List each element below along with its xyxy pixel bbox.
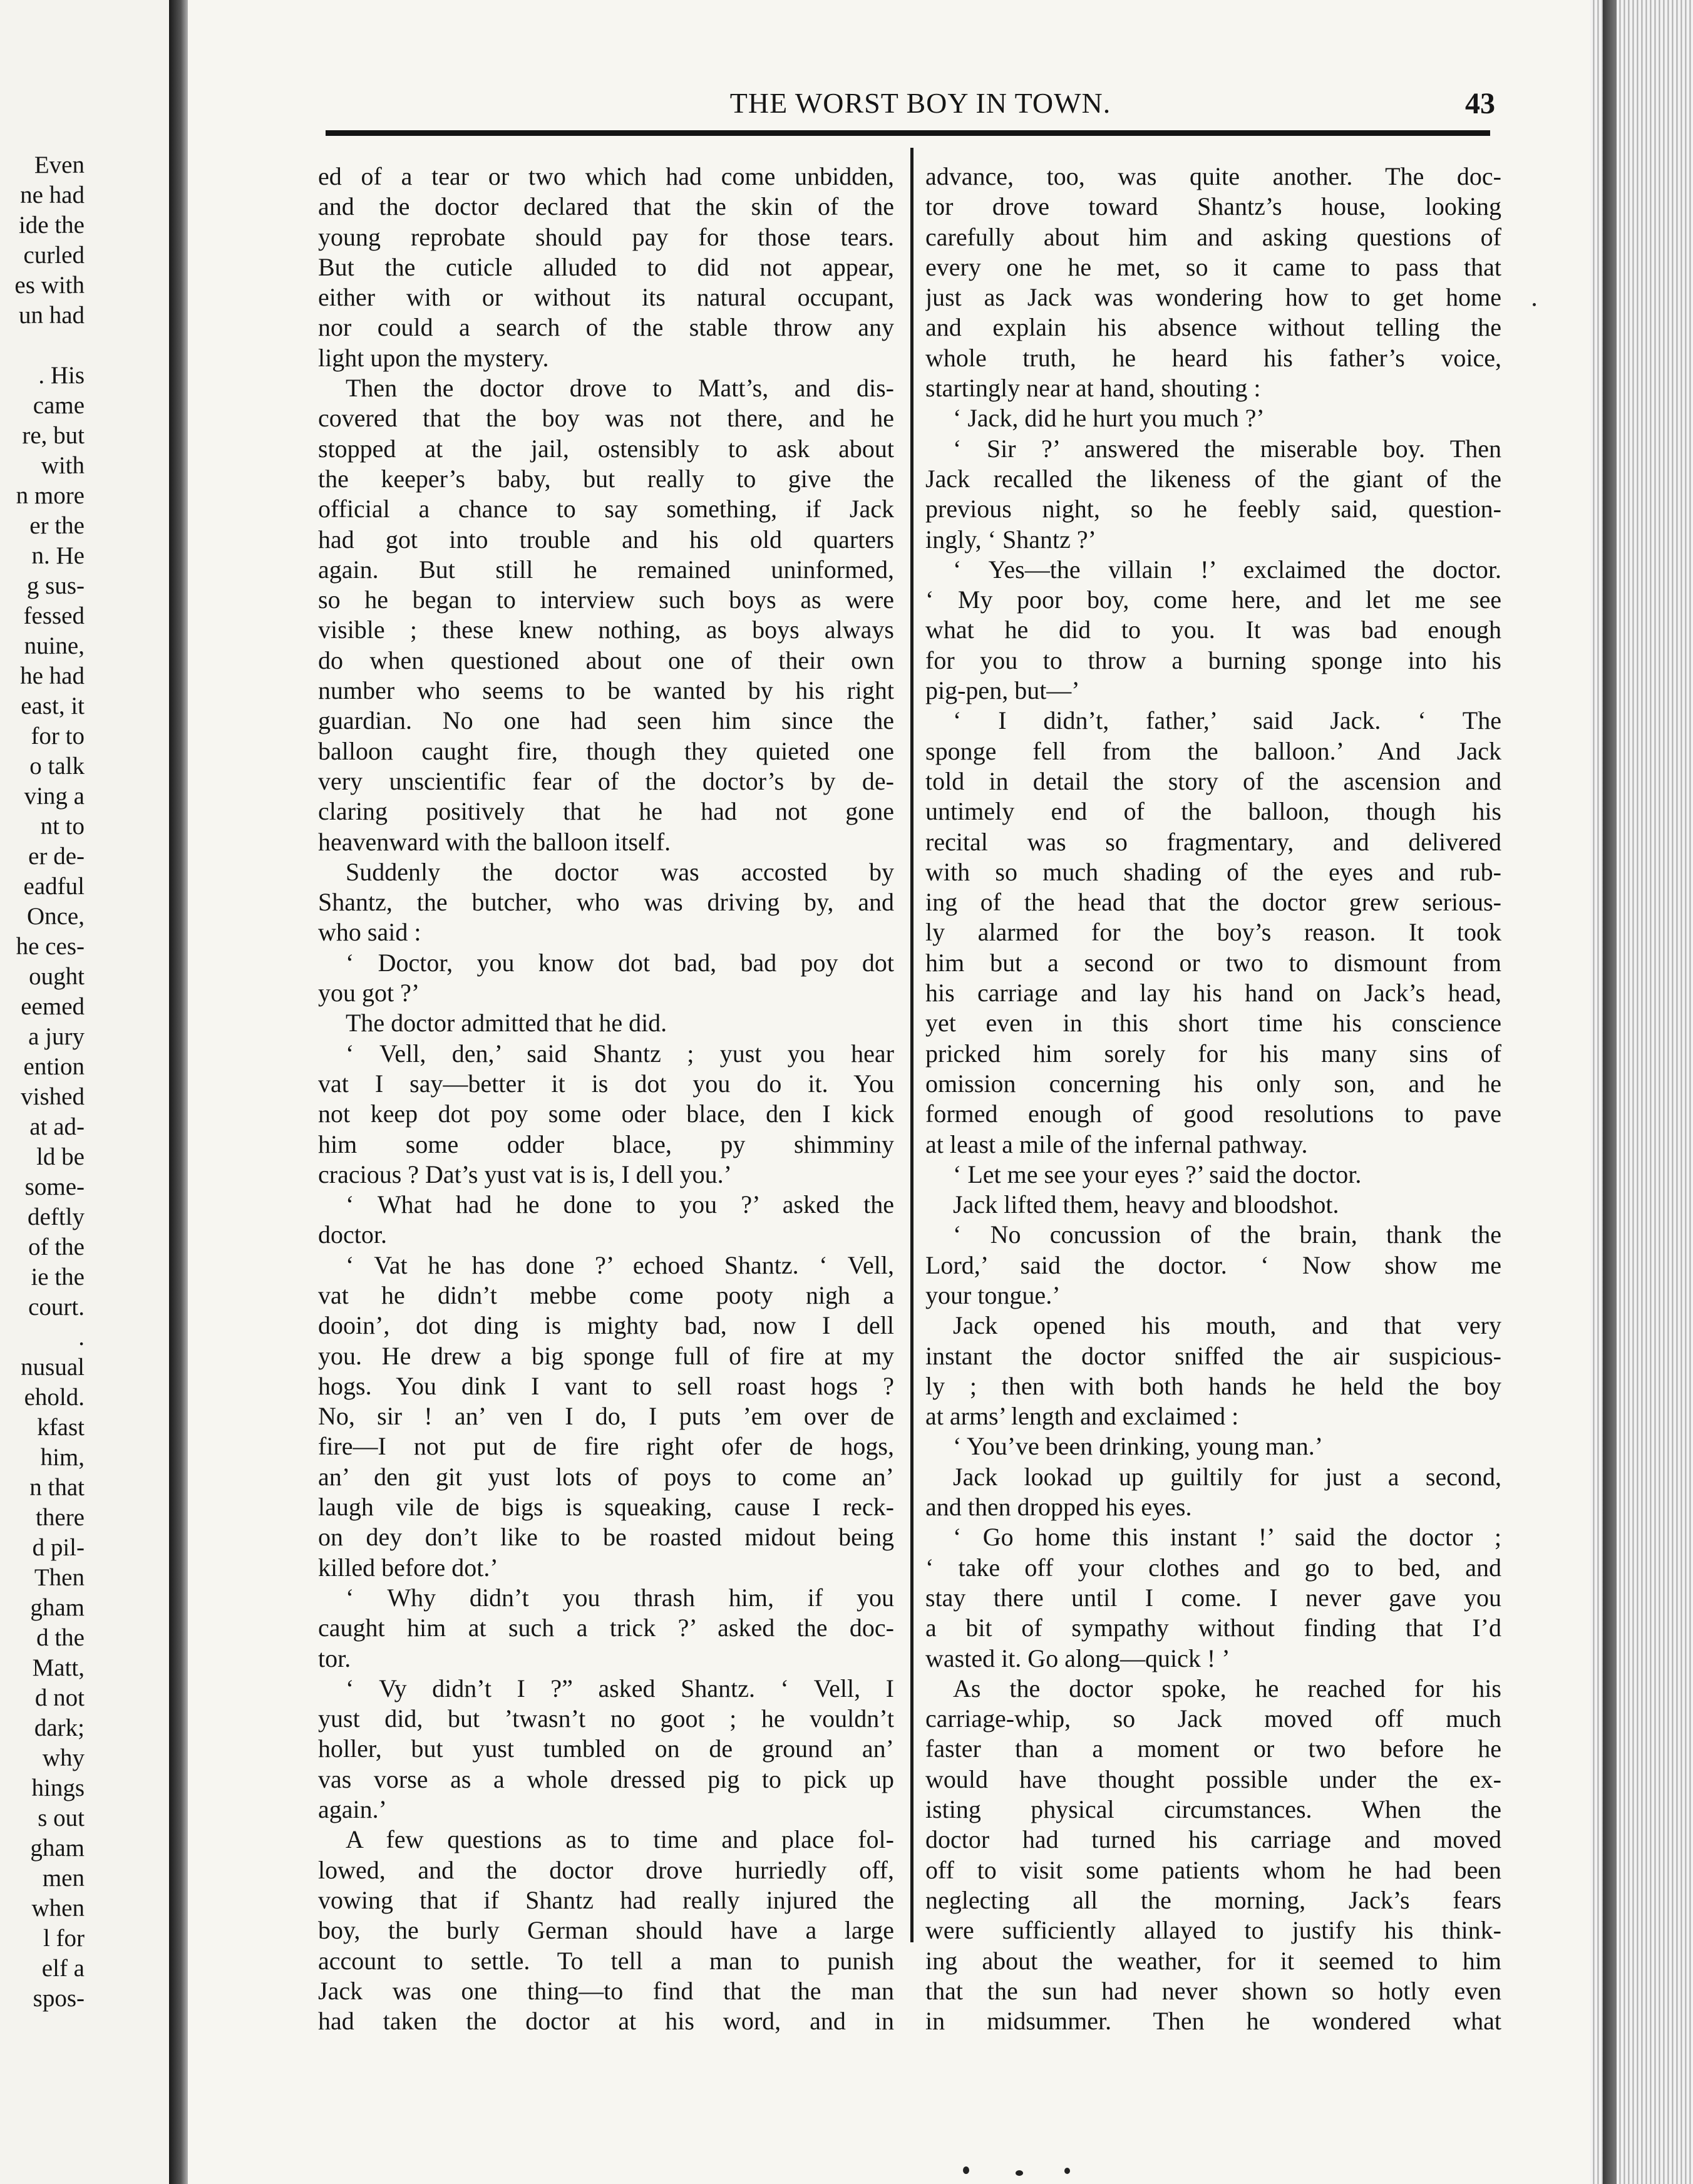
text-line: tor. <box>318 1644 351 1672</box>
text-line: Jack was one thing—to find that the man <box>318 1976 894 2005</box>
text-line: were sufficiently allayed to justify his think- <box>925 1916 1501 1945</box>
left-page-fragment: l for <box>43 1925 85 1952</box>
text-line: ‘ I didn’t, father,’ said Jack. ‘ The <box>953 706 1501 735</box>
left-page-fragment: gham <box>30 1835 85 1862</box>
text-line: him some odder blace, py shimminy <box>318 1130 894 1158</box>
text-line: But the cuticle alluded to did not appear, <box>318 252 894 281</box>
text-line: ‘ Vell, den,’ said Shantz ; yust you hear <box>346 1039 894 1068</box>
text-line: and the doctor declared that the skin of the <box>318 192 894 221</box>
left-page-fragment: gham <box>30 1594 85 1621</box>
text-line: As the doctor spoke, he reached for his <box>953 1674 1501 1702</box>
text-line: laugh vile de bigs is squeaking, cause I reck- <box>318 1493 894 1522</box>
text-line: ing about the weather, for it seemed to him <box>925 1946 1501 1975</box>
text-line: claring positively that he had not gone <box>318 797 894 826</box>
text-line: ‘ Go home this instant !’ said the doctor ; <box>953 1523 1501 1552</box>
text-line: ‘ Vy didn’t I ?” asked Shantz. ‘ Vell, I <box>346 1674 894 1702</box>
text-line: would have thought possible under the ex- <box>925 1764 1501 1793</box>
text-line: and explain his absence without telling the <box>925 313 1501 342</box>
left-page-fragment: Then <box>34 1564 85 1591</box>
text-line: ‘ Why didn’t you thrash him, if you <box>346 1583 894 1612</box>
text-line: whole truth, he heard his father’s voice, <box>925 343 1501 372</box>
left-page-fragment: nusual <box>21 1354 85 1381</box>
left-page-fragment: re, but <box>22 422 85 449</box>
left-page-text-fragments <box>0 150 85 2014</box>
left-page-fragment: hings <box>31 1774 85 1801</box>
text-line: lowed, and the doctor drove hurriedly off, <box>318 1855 894 1884</box>
left-page-fragment: court. <box>28 1294 85 1321</box>
text-line: tor drove toward Shantz’s house, looking <box>925 192 1501 221</box>
scan-speck <box>1016 2170 1023 2176</box>
left-page-fragment: Matt, <box>32 1654 85 1681</box>
left-page-fragment: un had <box>18 302 85 329</box>
left-page-fragment: when <box>31 1895 85 1922</box>
left-page-fragment: nuine, <box>24 632 85 659</box>
column-divider <box>910 148 913 1942</box>
left-page-fragment: deftly <box>28 1203 85 1230</box>
text-line: Jack lifted them, heavy and bloodshot. <box>953 1190 1339 1219</box>
text-line: advance, too, was quite another. The doc- <box>925 162 1501 190</box>
text-line: his carriage and lay his hand on Jack’s head, <box>925 979 1501 1007</box>
left-page-fragment: for to <box>31 723 85 749</box>
text-line: dooin’, dot ding is mighty bad, now I dell <box>318 1311 894 1340</box>
left-page-fragment: . <box>78 1324 85 1351</box>
text-line: stay there until I come. I never gave you <box>925 1583 1501 1612</box>
text-line: had taken the doctor at his word, and in <box>318 2007 894 2036</box>
text-column-right <box>925 162 1501 2036</box>
left-page-fragment: ought <box>29 963 85 990</box>
text-line: Suddenly the doctor was accosted by <box>346 857 894 886</box>
binding-gutter <box>169 0 190 2184</box>
left-page-fragment: eemed <box>21 993 85 1020</box>
text-line: startingly near at hand, shouting : <box>925 374 1261 403</box>
text-line: Lord,’ said the doctor. ‘ Now show me <box>925 1250 1501 1279</box>
text-line: what he did to you. It was bad enough <box>925 616 1501 644</box>
text-line: No, sir ! an’ ven I do, I puts ’em over de <box>318 1402 894 1431</box>
text-line: untimely end of the balloon, though his <box>925 797 1501 826</box>
text-line: light upon the mystery. <box>318 343 549 372</box>
left-page-fragment: n. He <box>31 542 85 569</box>
left-page-fragment: elf a <box>41 1955 85 1982</box>
right-page-edge-shadow <box>1603 0 1617 2184</box>
text-line: with so much shading of the eyes and rub- <box>925 857 1501 886</box>
text-line: heavenward with the balloon itself. <box>318 827 671 856</box>
text-line: carefully about him and asking questions of <box>925 222 1501 251</box>
left-page-fragment: ving a <box>24 783 85 810</box>
text-line: every one he met, so it came to pass that <box>925 252 1501 281</box>
text-line: pricked him sorely for his many sins of <box>925 1039 1501 1068</box>
left-page-fragment: s out <box>38 1805 85 1831</box>
text-line: you got ?’ <box>318 979 420 1007</box>
text-line: wasted it. Go along—quick ! ’ <box>925 1644 1230 1672</box>
left-page-fragment: at ad- <box>29 1113 85 1140</box>
left-page-fragment: d pil- <box>32 1534 85 1561</box>
text-line: ‘ Doctor, you know dot bad, bad poy dot <box>346 948 894 977</box>
text-line: yet even in this short time his conscience <box>925 1009 1501 1038</box>
left-page-fragment: there <box>36 1504 85 1531</box>
left-page-fragment: ention <box>23 1053 85 1080</box>
left-page-fragment: a jury <box>28 1023 85 1050</box>
left-page-fragment: d the <box>36 1624 85 1651</box>
text-line: vas vorse as a whole dressed pig to pick up <box>318 1764 894 1793</box>
left-page-fragment: nt to <box>40 813 85 840</box>
left-page-fragment: Once, <box>26 903 85 930</box>
text-line: faster than a moment or two before he <box>925 1734 1501 1763</box>
left-page-fragment: g sus- <box>26 572 85 599</box>
text-line: ly ; then with both hands he held the boy <box>925 1371 1501 1400</box>
left-page-fragment: dark; <box>34 1714 85 1741</box>
left-page-fragment <box>0 331 85 361</box>
left-page-fragment: of the <box>28 1234 85 1260</box>
left-page-fragment: n more <box>16 482 85 509</box>
text-line: had got into trouble and his old quarters <box>318 525 894 554</box>
text-line: so he began to interview such boys as were <box>318 585 894 614</box>
text-line: Shantz, the butcher, who was driving by, and <box>318 888 894 917</box>
text-line: ‘ Let me see your eyes ?’ said the doctor. <box>953 1160 1362 1188</box>
text-line: carriage-whip, so Jack moved off much <box>925 1704 1501 1733</box>
text-line: balloon caught fire, though they quieted one <box>318 736 894 765</box>
text-line: do when questioned about one of their own <box>318 646 894 674</box>
text-line: off to visit some patients whom he had been <box>925 1855 1501 1884</box>
text-line: cracious ? Dat’s yust vat is is, I dell you.’ <box>318 1160 732 1188</box>
text-line: The doctor admitted that he did. <box>346 1009 667 1038</box>
left-page-fragment: why <box>42 1744 85 1771</box>
left-page-fragment: kfast <box>37 1414 85 1441</box>
text-line: young reprobate should pay for those tears. <box>318 222 894 251</box>
left-page-fragment: east, it <box>21 693 85 719</box>
text-line: either with or without its natural occupant, <box>318 283 894 312</box>
text-line: at arms’ length and exclaimed : <box>925 1402 1239 1431</box>
text-line: pig-pen, but—’ <box>925 676 1080 705</box>
left-page-edge <box>0 0 169 2184</box>
text-line: ‘ take off your clothes and go to bed, and <box>925 1553 1501 1582</box>
text-line: guardian. No one had seen him since the <box>318 706 894 735</box>
text-line: stopped at the jail, ostensibly to ask about <box>318 434 894 463</box>
text-line: formed enough of good resolutions to pave <box>925 1100 1501 1128</box>
text-line: the keeper’s baby, but really to give the <box>318 464 894 493</box>
text-line: told in detail the story of the ascension and <box>925 766 1501 795</box>
text-line: ingly, ‘ Shantz ?’ <box>925 525 1096 554</box>
text-line: ed of a tear or two which had come unbidden, <box>318 162 894 190</box>
left-page-fragment: ide the <box>18 212 85 239</box>
text-line: in midsummer. Then he wondered what <box>925 2007 1501 2036</box>
text-line: a bit of sympathy without finding that I’d <box>925 1614 1501 1642</box>
left-page-fragment: ehold. <box>24 1384 85 1411</box>
text-line: official a chance to say something, if Jack <box>318 495 894 523</box>
text-line: vowing that if Shantz had really injured the <box>318 1885 894 1914</box>
text-line: doctor. <box>318 1220 387 1249</box>
text-line: vat I say—better it is dot you do it. You <box>318 1069 894 1098</box>
text-line: Jack lookad up guiltily for just a second, <box>953 1462 1501 1491</box>
text-line: your tongue.’ <box>925 1280 1061 1309</box>
text-line: neglecting all the morning, Jack’s fears <box>925 1885 1501 1914</box>
running-title: THE WORST BOY IN TOWN. <box>729 87 1111 119</box>
text-line: not keep dot poy some oder blace, den I kick <box>318 1100 894 1128</box>
text-line: account to settle. To tell a man to punish <box>318 1946 894 1975</box>
page-number: 43 <box>1465 87 1495 120</box>
text-line: holler, but yust tumbled on de ground an’ <box>318 1734 894 1763</box>
left-page-fragment: spos- <box>33 1985 85 2012</box>
left-page-fragment: men <box>42 1865 85 1892</box>
text-line: previous night, so he feebly said, question- <box>925 495 1501 523</box>
text-line: ‘ Vat he has done ?’ echoed Shantz. ‘ Vell, <box>346 1250 894 1279</box>
text-line: again.’ <box>318 1795 387 1824</box>
text-line: nor could a search of the stable throw any <box>318 313 894 342</box>
text-line: again. But still he remained uninformed, <box>318 555 894 584</box>
text-line: yust did, but ’twasn’t no goot ; he vouldn’t <box>318 1704 894 1733</box>
text-line: fire—I not put de fire right ofer de hogs, <box>318 1432 894 1461</box>
left-page-fragment: he ces- <box>16 933 85 960</box>
left-page-fragment: came <box>33 392 85 419</box>
text-column-left <box>318 162 894 2036</box>
text-line: ‘ What had he done to you ?’ asked the <box>346 1190 894 1219</box>
left-page-fragment: fessed <box>23 602 85 629</box>
text-line: A few questions as to time and place fol- <box>346 1825 894 1854</box>
left-page-fragment: eadful <box>23 873 85 900</box>
text-line: ‘ Jack, did he hurt you much ?’ <box>953 404 1265 433</box>
text-line: sponge fell from the balloon.’ And Jack <box>925 736 1501 765</box>
text-line: vat he didn’t mebbe come pooty nigh a <box>318 1280 894 1309</box>
left-page-fragment: n that <box>29 1474 85 1501</box>
text-line: ly alarmed for the boy’s reason. It took <box>925 918 1501 947</box>
scan-speck <box>963 2166 969 2174</box>
text-line: recital was so fragmentary, and delivered <box>925 827 1501 856</box>
left-page-fragment: er de- <box>28 843 85 870</box>
text-line: Jack opened his mouth, and that very <box>953 1311 1501 1340</box>
scan-speck <box>1533 303 1536 306</box>
left-page-fragment: d not <box>34 1684 85 1711</box>
text-line: instant the doctor sniffed the air suspicious- <box>925 1341 1501 1370</box>
text-line: that the sun had never shown so hotly even <box>925 1976 1501 2005</box>
text-line: visible ; these knew nothing, as boys always <box>318 616 894 644</box>
text-line: doctor had turned his carriage and moved <box>925 1825 1501 1854</box>
text-line: Then the doctor drove to Matt’s, and dis- <box>346 374 894 403</box>
left-page-fragment: he had <box>20 662 85 689</box>
left-page-fragment: o talk <box>29 753 85 780</box>
text-line: ‘ Yes—the villain !’ exclaimed the doctor. <box>953 555 1501 584</box>
text-line: ‘ Sir ?’ answered the miserable boy. Then <box>953 434 1501 463</box>
text-line: ing of the head that the doctor grew serious- <box>925 888 1501 917</box>
text-line: at least a mile of the infernal pathway. <box>925 1130 1308 1158</box>
left-page-fragment: ne had <box>20 182 85 209</box>
left-page-fragment: with <box>41 452 85 479</box>
text-line: him but a second or two to dismount from <box>925 948 1501 977</box>
left-page-fragment: es with <box>14 272 85 299</box>
text-line: killed before dot.’ <box>318 1553 498 1582</box>
left-page-fragment: er the <box>29 512 85 539</box>
text-line: ‘ You’ve been drinking, young man.’ <box>953 1432 1324 1461</box>
text-line: who said : <box>318 918 421 947</box>
text-line: very unscientific fear of the doctor’s by de- <box>318 766 894 795</box>
text-line: boy, the burly German should have a large <box>318 1916 894 1945</box>
text-line: covered that the boy was not there, and he <box>318 404 894 433</box>
left-page-fragment: him, <box>40 1444 85 1471</box>
text-line: caught him at such a trick ?’ asked the doc- <box>318 1614 894 1642</box>
left-page-fragment: ie the <box>31 1264 85 1290</box>
left-page-fragment: . His <box>38 362 85 389</box>
text-line: isting physical circumstances. When the <box>925 1795 1501 1824</box>
text-line: ‘ No concussion of the brain, thank the <box>953 1220 1501 1249</box>
left-page-fragment: ld be <box>36 1143 85 1170</box>
text-line: and then dropped his eyes. <box>925 1493 1192 1522</box>
text-line: ‘ My poor boy, come here, and let me see <box>925 585 1501 614</box>
text-line: number who seems to be wanted by his right <box>318 676 894 705</box>
text-line: Jack recalled the likeness of the giant of the <box>925 464 1501 493</box>
left-page-fragment: curled <box>23 242 85 269</box>
header-rule <box>326 130 1490 136</box>
text-line: just as Jack was wondering how to get home <box>925 283 1501 312</box>
left-page-fragment: vished <box>21 1083 85 1110</box>
text-line: an’ den git yust lots of poys to come an’ <box>318 1462 894 1491</box>
left-page-fragment: some- <box>24 1173 85 1200</box>
text-line: hogs. You dink I vant to sell roast hogs ? <box>318 1371 894 1400</box>
text-line: omission concerning his only son, and he <box>925 1069 1501 1098</box>
text-line: for you to throw a burning sponge into his <box>925 646 1501 674</box>
text-line: on dey don’t like to be roasted midout being <box>318 1523 894 1552</box>
left-page-fragment: Even <box>34 152 85 178</box>
scan-speck <box>1064 2168 1070 2174</box>
text-line: you. He drew a big sponge full of fire at my <box>318 1341 894 1370</box>
